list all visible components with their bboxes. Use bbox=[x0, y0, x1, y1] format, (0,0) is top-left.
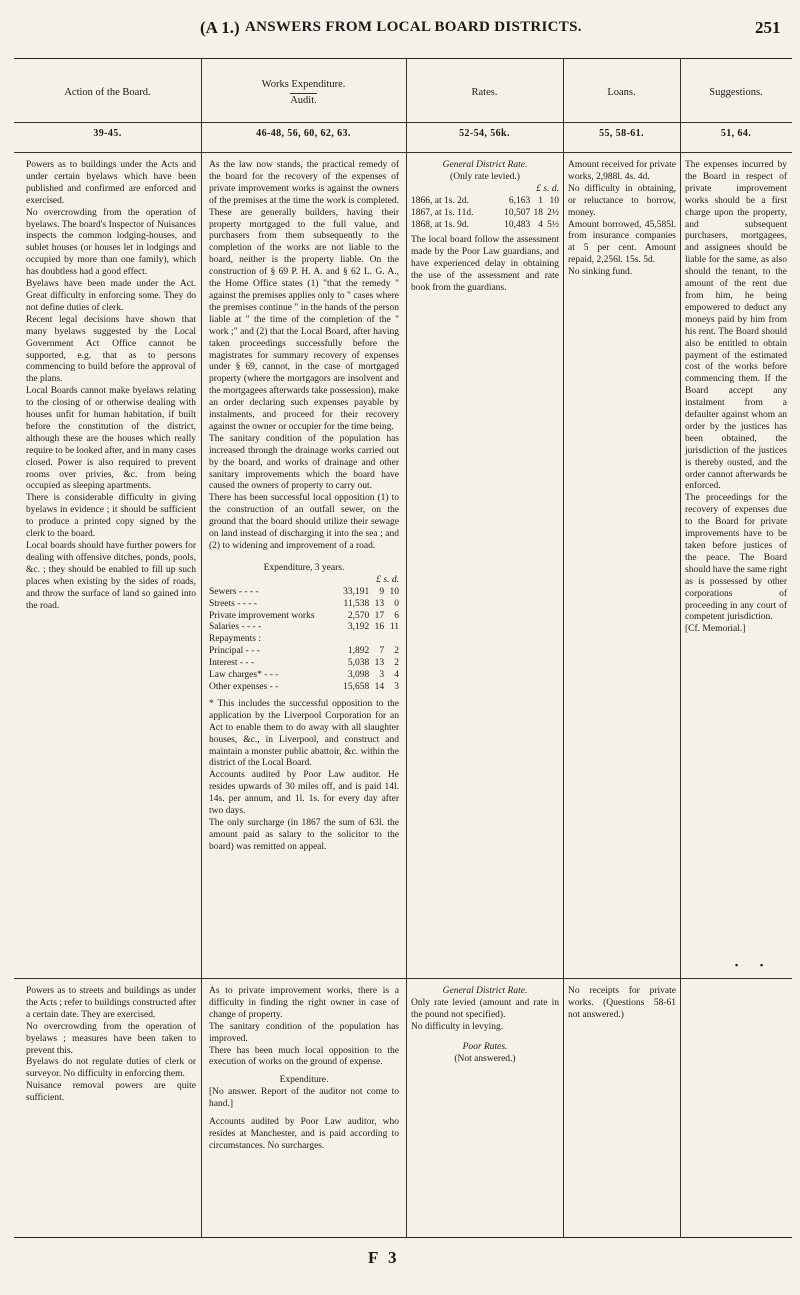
d1-loans-para: Amount received for private works, 2,988l. 4s. 4d. bbox=[568, 160, 676, 182]
d1-rates-title: General District Rate. bbox=[442, 160, 528, 170]
d1-action-para: Powers as to buildings under the Acts and under certain byelaws which have been published and confirmed are enforced and exercised. bbox=[26, 160, 196, 206]
rates-pence: 2½ bbox=[547, 207, 559, 218]
rates-year: 1867, at 1s. 11d. bbox=[411, 207, 474, 218]
d1-expenditure-title: Expenditure, 3 years. bbox=[263, 562, 345, 573]
column-rule bbox=[563, 58, 564, 1238]
refs-rates: 52-54, 56k. bbox=[459, 128, 510, 139]
rates-shillings: 1 bbox=[538, 195, 543, 206]
header-loans-label: Loans. bbox=[607, 86, 636, 98]
d2-poor-text: (Not answered.) bbox=[454, 1053, 516, 1064]
refs-loans: 55, 58-61. bbox=[599, 128, 644, 139]
header-works-label: Works Expenditure. bbox=[261, 78, 346, 90]
rates-year: 1866, at 1s. 2d. bbox=[411, 195, 470, 206]
d1-action-para: Recent legal decisions have shown that many byelaws suggested by the Local Government Act Office cannot be supported, e.g. that as to persons commencing to build before the approval of the plans. bbox=[26, 314, 196, 385]
expenditure-pounds: 3,098 bbox=[347, 670, 370, 681]
d2-action-para: Byelaws do not regulate duties of clerk or surveyor. No difficulty in enforcing them. bbox=[26, 1057, 196, 1080]
d1-action-para: There is considerable difficulty in giving byelaws in evidence ; it should be sufficient to produce a printed copy signed by the clerk to the board. bbox=[26, 493, 196, 540]
expenditure-row bbox=[209, 634, 399, 646]
d2-works-para: The sanitary condition of the population has improved. bbox=[209, 1021, 399, 1044]
rates-pence: 10 bbox=[549, 195, 559, 206]
d1-loans-para: No difficulty in obtaining, or reluctance to borrow, money. bbox=[568, 183, 676, 218]
expenditure-pounds: 1,892 bbox=[347, 646, 370, 657]
d2-rates-text2: No difficulty in levying. bbox=[411, 1021, 504, 1032]
d2-rates bbox=[411, 986, 559, 1065]
d1-action bbox=[26, 160, 196, 612]
expenditure-shillings: 14 bbox=[374, 681, 385, 692]
district-separator bbox=[14, 978, 792, 979]
d1-rates-table bbox=[411, 196, 559, 232]
header-action bbox=[14, 62, 201, 122]
expenditure-row bbox=[209, 658, 399, 670]
expenditure-pence: 4 bbox=[394, 670, 399, 681]
d1-audit-para: The only surcharge (in 1867 the sum of 63l. the amount paid as salary to the solicitor to the board) was remitted on appeal. bbox=[209, 817, 399, 852]
d1-loans-para: No sinking fund. bbox=[568, 267, 633, 278]
d2-loans-text: No receipts for private works. (Questions 58-61 not answered.) bbox=[568, 986, 676, 1020]
rates-pence: 5½ bbox=[547, 219, 559, 230]
d1-works-para: As the law now stands, the practical remedy of the board for the recovery of the expenses of private improvement works is against the owners of the premises at the time the work is completed. These are generally builders, having their property mortgaged to the full value, and purchasers from them subsequently to the completion of the works are not liable to the board, neither is the property liable. On the construction of § 69 P. H. A. and § 62 L. G. A., the Home Office states (1) "that the remedy " against the premises applies only to " cases where the premises continue " in the hands of the person liable at " the time of the completion of the " work ;" and (2) that the Local Board, after having taken proceedings successfully before the magistrates for summary recovery of expenses under § 69, cannot, in the case of mortgaged property (where the mortgagors are insolvent and the mortgagees afterwards take possession), make an order declaring such expenses payable by instalments, and proceed for their recovery against the owner or occupier for the time being. bbox=[209, 160, 399, 432]
rates-pounds: 6,163 bbox=[508, 195, 531, 206]
expenditure-pounds: 33,191 bbox=[343, 586, 370, 597]
rates-shillings: 4 bbox=[538, 219, 543, 230]
expenditure-pence: 0 bbox=[394, 598, 399, 609]
d2-loans bbox=[568, 986, 676, 1022]
d2-expenditure-title: Expenditure. bbox=[279, 1075, 329, 1086]
expenditure-row bbox=[209, 611, 399, 623]
refs-works: 46-48, 56, 60, 62, 63. bbox=[256, 128, 351, 139]
header-loans bbox=[563, 62, 680, 122]
header-action-label: Action of the Board. bbox=[64, 86, 151, 98]
d2-expenditure-note: [No answer. Report of the auditor not come to hand.] bbox=[209, 1087, 399, 1110]
d2-action-para: Powers as to streets and buildings as under the Acts ; refer to buildings constructed after a certain date. They are exercised. bbox=[26, 986, 196, 1020]
d1-loans bbox=[568, 160, 676, 279]
expenditure-label: Law charges* - - - bbox=[209, 670, 279, 681]
d1-action-para: No overcrowding from the operation of byelaws. The board's Inspector of Nuisances inspects the common lodging-houses, and sublet houses (or houses let in lodgings and occupied by more than one family), which has doubtless had a good effect. bbox=[26, 207, 196, 278]
d1-rates-units: £ s. d. bbox=[536, 183, 559, 194]
expenditure-label: Interest - - - bbox=[209, 658, 255, 669]
rates-row bbox=[411, 220, 559, 232]
stray-mark: ▪ bbox=[735, 960, 739, 970]
d1-action-para: Byelaws have been made under the Act. Great difficulty in enforcing some. They do not define duties of clerk. bbox=[26, 279, 196, 313]
expenditure-pence: 2 bbox=[394, 658, 399, 669]
expenditure-row bbox=[209, 599, 399, 611]
expenditure-shillings bbox=[369, 634, 384, 646]
d2-works-para: As to private improvement works, there is a difficulty in finding the right owner in case of change of property. bbox=[209, 986, 399, 1020]
header-rates bbox=[406, 62, 563, 122]
expenditure-shillings: 13 bbox=[374, 598, 385, 609]
d2-works-para: There has been much local opposition to the execution of works on the ground of expense. bbox=[209, 1045, 399, 1068]
d2-rates-title: General District Rate. bbox=[442, 986, 528, 996]
rates-row bbox=[411, 208, 559, 220]
expenditure-label: Repayments : bbox=[209, 634, 261, 645]
expenditure-pounds: 2,570 bbox=[347, 610, 370, 621]
expenditure-shillings: 13 bbox=[374, 658, 385, 669]
expenditure-label: Other expenses - - bbox=[209, 681, 279, 692]
d2-works bbox=[209, 986, 399, 1153]
expenditure-shillings: 16 bbox=[374, 622, 385, 633]
refs-rule bbox=[14, 152, 792, 153]
header-suggestions bbox=[680, 62, 792, 122]
expenditure-pounds: 11,538 bbox=[343, 598, 370, 609]
expenditure-pence: 10 bbox=[389, 586, 399, 597]
d2-audit: Accounts audited by Poor Law auditor, who resides at Manchester, and is paid according to circumstances. No surcharges. bbox=[209, 1117, 399, 1151]
expenditure-shillings: 17 bbox=[374, 610, 385, 621]
expenditure-pounds bbox=[335, 634, 370, 646]
rates-shillings: 18 bbox=[533, 207, 543, 218]
expenditure-row bbox=[209, 622, 399, 634]
printer-signature: F 3 bbox=[368, 1248, 400, 1267]
d1-suggestions-para: The expenses incurred by the Board in respect of private improvement works should be a first charge upon the property, and subsequent purchasers, mortgagees, and assignees should be liable for the same, as also should the tenant, to the amount of the rent due from him, he being empowered to deduct any moneys paid by him from his rent. The Board should also be entitled to obtain payment of the estimated cost of the works before commencing them. If the Board accept any instalment from a defaulter against whom an order by the justices has been obtained, the jurisdiction of the justices is thereby ousted, and the order cannot afterwards be enforced. bbox=[685, 160, 787, 492]
expenditure-pence: 11 bbox=[389, 622, 399, 633]
d1-rates bbox=[411, 160, 559, 295]
expenditure-label: Salaries - - - - bbox=[209, 622, 262, 633]
running-head bbox=[0, 18, 800, 40]
expenditure-pence: 3 bbox=[394, 681, 399, 692]
d1-works bbox=[209, 160, 399, 854]
d1-suggestions bbox=[685, 160, 787, 636]
expenditure-pounds: 5,038 bbox=[347, 658, 370, 669]
rates-pounds: 10,483 bbox=[504, 219, 531, 230]
d1-expenditure-table bbox=[209, 587, 399, 694]
header-rates-label: Rates. bbox=[471, 86, 498, 98]
d1-rates-note: The local board follow the assessment made by the Poor Law guardians, and have experienced delay in obtaining the use of the assessment and rate book from the guardians. bbox=[411, 235, 559, 294]
refs-action: 39-45. bbox=[93, 128, 122, 139]
expenditure-label: Sewers - - - - bbox=[209, 586, 259, 597]
refs-suggestions: 51, 64. bbox=[720, 128, 752, 139]
d1-action-para: Local boards should have further powers for dealing with offensive ditches, ponds, pools, &c. ; they should be enabled to fill up such places when existing by the sides of roads, and throw the surface of land so gained into the road. bbox=[26, 541, 196, 611]
expenditure-row bbox=[209, 682, 399, 694]
d1-expenditure-units: £ s. d. bbox=[376, 574, 399, 585]
expenditure-pence: 2 bbox=[394, 646, 399, 657]
expenditure-shillings: 7 bbox=[379, 646, 385, 657]
expenditure-row bbox=[209, 587, 399, 599]
d1-action-para: Local Boards cannot make byelaws relating to the closing of or otherwise dealing with houses unfit for human habitation, if built before the constitution of the district, although these are the houses which really require to be looked after, and in many cases closed. Power is also required to prevent rooms over privies, &c. from being occupied as sleeping apartments. bbox=[26, 386, 196, 492]
d1-rates-subtitle: (Only rate levied.) bbox=[450, 171, 520, 182]
d1-works-para: The sanitary condition of the population has increased through the drainage works carried out by the board, and works of drainage and other sanitary improvements which the board have caused the owners of property to carry out. bbox=[209, 433, 399, 492]
column-rule bbox=[201, 58, 202, 1238]
expenditure-label: Principal - - - bbox=[209, 646, 260, 657]
expenditure-pounds: 3,192 bbox=[347, 622, 370, 633]
expenditure-shillings: 9 bbox=[379, 586, 385, 597]
expenditure-shillings: 3 bbox=[379, 670, 385, 681]
header-rule bbox=[14, 122, 792, 123]
expenditure-row bbox=[209, 670, 399, 682]
header-audit-label: Audit. bbox=[290, 94, 317, 106]
d2-action-para: No overcrowding from the operation of byelaws ; measures have been taken to prevent this. bbox=[26, 1021, 196, 1056]
d1-suggestions-para: [Cf. Memorial.] bbox=[685, 624, 746, 635]
page-number: 251 bbox=[755, 18, 781, 37]
page-title: ANSWERS FROM LOCAL BOARD DISTRICTS. bbox=[245, 19, 582, 35]
d2-poor-title: Poor Rates. bbox=[462, 1041, 508, 1052]
rates-row bbox=[411, 196, 559, 208]
rates-pounds: 10,507 bbox=[504, 207, 531, 218]
d1-footnote: * This includes the successful opposition to the application by the Liverpool Corporation for an Act to enable them to do away with all slaughter houses, &c., in Liverpool, and construct and maintain a monster public abattoir, &c. within the district of the Local Board. bbox=[209, 698, 399, 769]
d2-action bbox=[26, 986, 196, 1105]
rates-year: 1868, at 1s. 9d. bbox=[411, 219, 470, 230]
d2-action-para: Nuisance removal powers are quite sufficient. bbox=[26, 1081, 196, 1104]
stray-mark: ▪ bbox=[760, 960, 764, 970]
d1-audit-para: Accounts audited by Poor Law auditor. He resides upwards of 30 miles off, and is paid 14l. 14s. per annum, and 1l. 1s. for every day after two days. bbox=[209, 770, 399, 817]
column-rule bbox=[406, 58, 407, 1238]
expenditure-label: Private improvement works bbox=[209, 610, 315, 621]
d1-suggestions-para: The proceedings for the recovery of expenses due to the Board for private improvements have to be taken before justices of the peace. The Board should have the same right as is possessed by other corporations of proceeding in any court of competent jurisdiction. bbox=[685, 493, 787, 623]
header-works bbox=[201, 62, 406, 122]
expenditure-row bbox=[209, 646, 399, 658]
d2-rates-text: Only rate levied (amount and rate in the pound not specified). bbox=[411, 997, 559, 1020]
expenditure-pence bbox=[384, 634, 399, 646]
expenditure-pounds: 15,658 bbox=[343, 681, 370, 692]
header-suggestions-label: Suggestions. bbox=[709, 86, 763, 98]
section-marker: (A 1.) bbox=[200, 18, 240, 37]
expenditure-pence: 6 bbox=[394, 610, 399, 621]
expenditure-label: Streets - - - - bbox=[209, 598, 258, 609]
d1-loans-para: Amount borrowed, 45,585l. from insurance companies at 5 per cent. Amount repaid, 2,256l. 15s. 5d. bbox=[568, 219, 676, 266]
d1-works-para: There has been successful local opposition (1) to the construction of an outfall sewer, on the ground that the board should utilize their sewage on land instead of discharging it into the sea ; and (2) to widening and improvement of a road. bbox=[209, 493, 399, 551]
column-rule bbox=[680, 58, 681, 1238]
